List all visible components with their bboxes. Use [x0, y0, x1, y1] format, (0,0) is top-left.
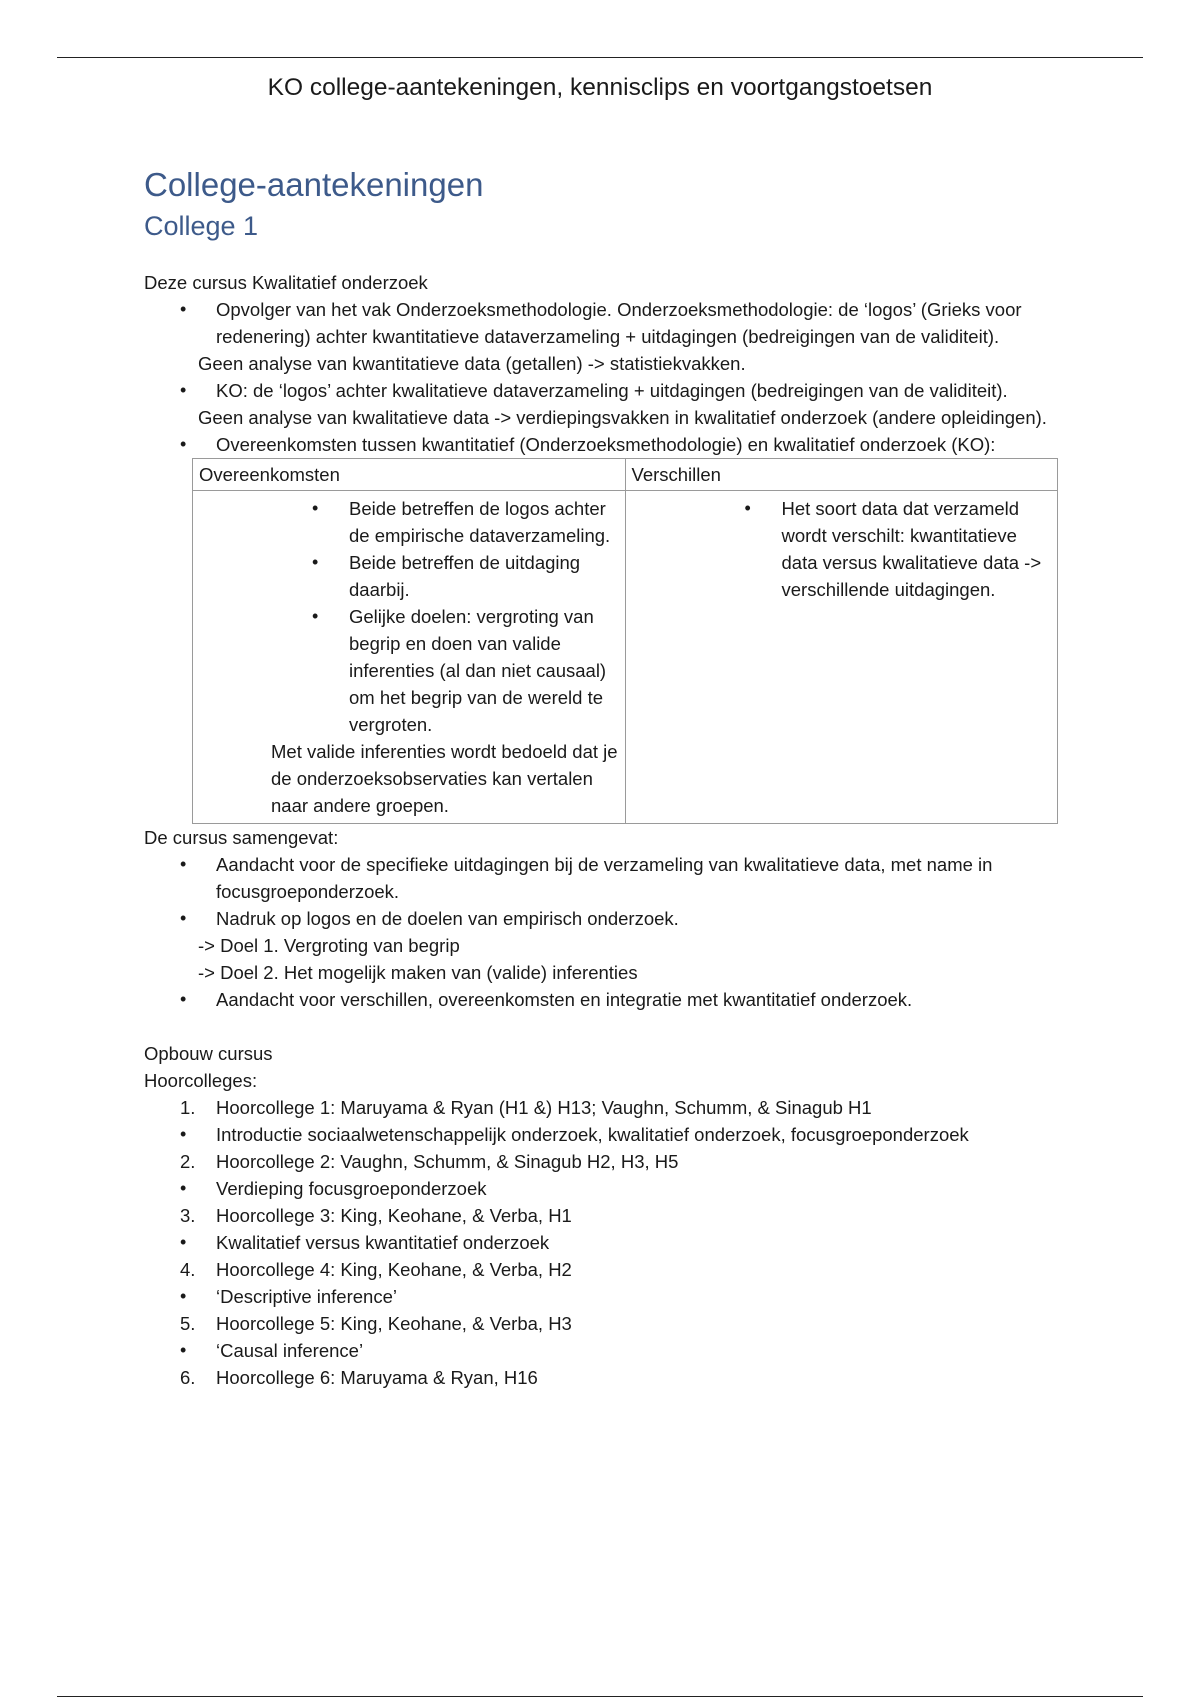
table-cell-verschillen — [625, 491, 1058, 824]
list-item: • Overeenkomsten tussen kwantitatief (Onderzoeksmethodologie) en kwalitatief onderzoek (KO): — [144, 431, 1064, 458]
heading-college-aantekeningen: College-aantekeningen — [144, 166, 484, 203]
bullet-list — [144, 1283, 1064, 1310]
note-text: Geen analyse van kwalitatieve data -> verdiepingsvakken in kwalitatief onderzoek (andere opleidingen). — [198, 407, 1047, 428]
list-item: • Aandacht voor verschillen, overeenkomsten en integratie met kwantitatief onderzoek. — [144, 986, 1064, 1013]
bullet-list — [144, 986, 1064, 1013]
comparison-table — [192, 458, 1058, 824]
list-item: • ‘Descriptive inference’ — [144, 1283, 1064, 1310]
list-item: • Introductie sociaalwetenschappelijk onderzoek, kwalitatief onderzoek, focusgroeponderzoek — [144, 1121, 1064, 1148]
note-text: Geen analyse van kwantitatieve data (getallen) -> statistiekvakken. — [198, 353, 746, 374]
list-number: 5. — [180, 1313, 196, 1334]
section-title: De cursus samengevat: — [144, 827, 339, 848]
list-text: Hoorcollege 4: King, Keohane, & Verba, H2 — [216, 1259, 572, 1280]
list-text: Hoorcollege 6: Maruyama & Ryan, H16 — [216, 1367, 538, 1388]
bullet-list — [199, 495, 619, 738]
list-item: • Beide betreffen de logos achter de empirische dataverzameling. — [199, 495, 619, 549]
list-item: • KO: de ‘logos’ achter kwalitatieve dataverzameling + uitdagingen (bedreigingen van de validiteit). — [144, 377, 1064, 404]
bullet-list — [144, 1229, 1064, 1256]
list-number: 2. — [180, 1151, 196, 1172]
hoorcolleges-list — [144, 1364, 1064, 1391]
document-body — [144, 165, 1064, 1391]
sub-item: -> Doel 1. Vergroting van begrip — [198, 935, 460, 956]
list-item — [144, 1094, 1064, 1121]
table-row — [193, 491, 1058, 824]
list-item: • ‘Causal inference’ — [144, 1337, 1064, 1364]
list-text: Hoorcollege 2: Vaughn, Schumm, & Sinagub H2, H3, H5 — [216, 1151, 679, 1172]
footer-rule — [57, 1696, 1143, 1697]
list-item: • Verdieping focusgroeponderzoek — [144, 1175, 1064, 1202]
list-text: Hoorcollege 1: Maruyama & Ryan (H1 &) H13; Vaughn, Schumm, & Sinagub H1 — [216, 1097, 872, 1118]
list-item — [144, 1202, 1064, 1229]
list-item: • Aandacht voor de specifieke uitdagingen bij de verzameling van kwalitatieve data, met name in focusgroeponderzoek. — [144, 851, 1064, 905]
table-header-cell: Overeenkomsten — [193, 459, 626, 491]
list-text: Hoorcollege 3: King, Keohane, & Verba, H1 — [216, 1205, 572, 1226]
list-item: • Beide betreffen de uitdaging daarbij. — [199, 549, 619, 603]
hoorcolleges-list — [144, 1148, 1064, 1175]
list-number: 4. — [180, 1259, 196, 1280]
section-subtitle: Hoorcolleges: — [144, 1070, 258, 1091]
bullet-list — [144, 1337, 1064, 1364]
sub-item: -> Doel 2. Het mogelijk maken van (valide) inferenties — [198, 962, 638, 983]
table-header-row — [193, 459, 1058, 491]
list-item: • Gelijke doelen: vergroting van begrip en doen van valide inferenties (al dan niet causaal) om het begrip van de wereld te vergroten. — [199, 603, 619, 738]
list-item — [144, 1256, 1064, 1283]
hoorcolleges-list — [144, 1256, 1064, 1283]
list-item: • Kwalitatief versus kwantitatief onderzoek — [144, 1229, 1064, 1256]
list-item — [144, 1364, 1064, 1391]
header-rule — [57, 57, 1143, 58]
list-text: Hoorcollege 5: King, Keohane, & Verba, H3 — [216, 1313, 572, 1334]
heading-college-1: College 1 — [144, 211, 259, 241]
list-number: 6. — [180, 1367, 196, 1388]
bullet-list — [144, 377, 1064, 404]
list-number: 1. — [180, 1097, 196, 1118]
hoorcolleges-list — [144, 1094, 1064, 1121]
cell-note: Met valide inferenties wordt bedoeld dat je de onderzoeksobservaties kan vertalen naar andere groepen. — [271, 741, 618, 816]
bullet-list — [632, 495, 1052, 603]
list-item: • Nadruk op logos en de doelen van empirisch onderzoek. — [144, 905, 1064, 932]
hoorcolleges-list — [144, 1202, 1064, 1229]
hoorcolleges-list — [144, 1310, 1064, 1337]
table-cell-overeenkomsten — [193, 491, 626, 824]
list-item — [144, 1310, 1064, 1337]
bullet-list — [144, 431, 1064, 458]
list-item: • Het soort data dat verzameld wordt verschilt: kwantitatieve data versus kwalitatieve data -> verschillende uitdagingen. — [632, 495, 1052, 603]
list-item — [144, 1148, 1064, 1175]
list-number: 3. — [180, 1205, 196, 1226]
table-header-cell: Verschillen — [625, 459, 1058, 491]
bullet-list — [144, 1121, 1064, 1148]
bullet-list — [144, 296, 1064, 350]
document-header: KO college-aantekeningen, kennisclips en voortgangstoetsen — [267, 74, 933, 101]
section-deze-cursus — [144, 269, 1064, 1391]
list-item: • Opvolger van het vak Onderzoeksmethodologie. Onderzoeksmethodologie: de ‘logos’ (Grieks voor redenering) achter kwantitatieve dataverzameling + uitdagingen (bedreigingen van de validiteit). — [144, 296, 1064, 350]
section-title: Opbouw cursus — [144, 1043, 273, 1064]
section-title: Deze cursus Kwalitatief onderzoek — [144, 272, 428, 293]
bullet-list — [144, 851, 1064, 932]
bullet-list — [144, 1175, 1064, 1202]
